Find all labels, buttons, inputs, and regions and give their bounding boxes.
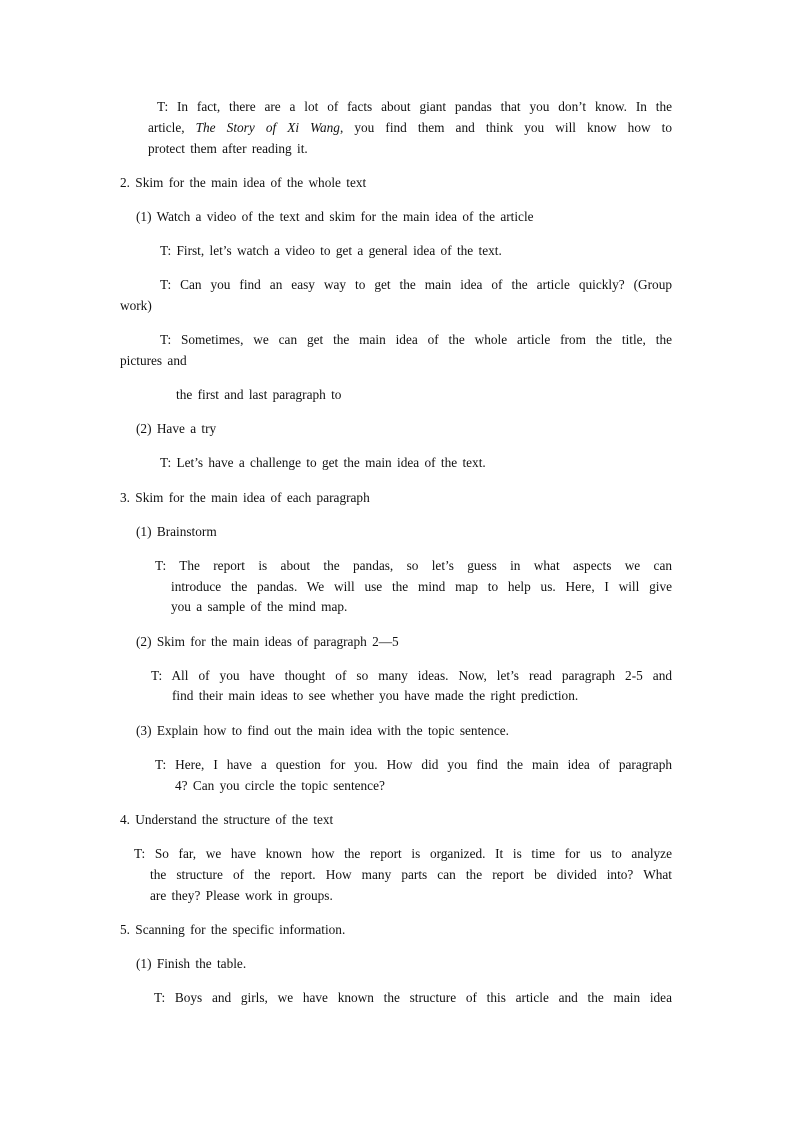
section-3-heading: 3. Skim for the main idea of each paragraph bbox=[120, 490, 370, 505]
section-3-1-heading: (1) Brainstorm bbox=[136, 524, 217, 539]
section-5-heading: 5. Scanning for the specific information. bbox=[120, 922, 346, 937]
section-2-2-heading: (2) Have a try bbox=[136, 421, 217, 436]
para-intro-line-1: T: In fact, there are a lot of facts about giant pandas that you don’t know. In the bbox=[157, 99, 672, 114]
section-3-2-line-1: T: All of you have thought of so many ideas. Now, let’s read paragraph 2-5 and bbox=[151, 668, 672, 683]
section-3-1-line-1: T: The report is about the pandas, so let’s guess in what aspects we can bbox=[155, 558, 672, 573]
section-5-1-line-1: T: Boys and girls, we have known the structure of this article and the main idea bbox=[154, 990, 672, 1005]
section-4-line-2: the structure of the report. How many parts can the report be divided into? What bbox=[150, 867, 672, 882]
section-4-heading: 4. Understand the structure of the text bbox=[120, 812, 334, 827]
para-intro-line-3: protect them after reading it. bbox=[148, 141, 308, 156]
section-2-t2-line-1: T: Can you find an easy way to get the main idea of the article quickly? (Group bbox=[160, 277, 672, 292]
section-3-1-line-2: introduce the pandas. We will use the mind map to help us. Here, I will give bbox=[171, 579, 672, 594]
section-2-heading: 2. Skim for the main idea of the whole text bbox=[120, 175, 367, 190]
section-2-1-heading: (1) Watch a video of the text and skim for the main idea of the article bbox=[136, 209, 534, 224]
section-5-1-heading: (1) Finish the table. bbox=[136, 956, 247, 971]
section-2-t3-line-2: pictures and bbox=[120, 353, 187, 368]
section-2-t2-line-2: work) bbox=[120, 298, 152, 313]
section-2-2-teacher: T: Let’s have a challenge to get the main idea of the text. bbox=[160, 455, 486, 470]
section-2-t3-line-3: the first and last paragraph to bbox=[176, 387, 342, 402]
section-3-3-line-2: 4? Can you circle the topic sentence? bbox=[175, 778, 385, 793]
section-4-line-1: T: So far, we have known how the report is organized. It is time for us to analyze bbox=[134, 846, 672, 861]
section-3-2-line-2: find their main ideas to see whether you have made the right prediction. bbox=[172, 688, 579, 703]
section-3-1-line-3: you a sample of the mind map. bbox=[171, 599, 348, 614]
section-2-t3-line-1: T: Sometimes, we can get the main idea of the whole article from the title, the bbox=[160, 332, 672, 347]
section-4-line-3: are they? Please work in groups. bbox=[150, 888, 333, 903]
section-3-3-heading: (3) Explain how to find out the main idea with the topic sentence. bbox=[136, 723, 509, 738]
section-3-3-line-1: T: Here, I have a question for you. How did you find the main idea of paragraph bbox=[155, 757, 672, 772]
section-3-2-heading: (2) Skim for the main ideas of paragraph 2—5 bbox=[136, 634, 399, 649]
para-intro-line-2-pre: article, bbox=[148, 120, 185, 135]
para-intro-line-2-post: , you find them and think you will know how to bbox=[339, 120, 672, 135]
para-intro-line-2 bbox=[148, 120, 672, 136]
article-title: The Story of Xi Wang bbox=[195, 120, 340, 135]
section-2-1-teacher: T: First, let’s watch a video to get a general idea of the text. bbox=[160, 243, 502, 258]
